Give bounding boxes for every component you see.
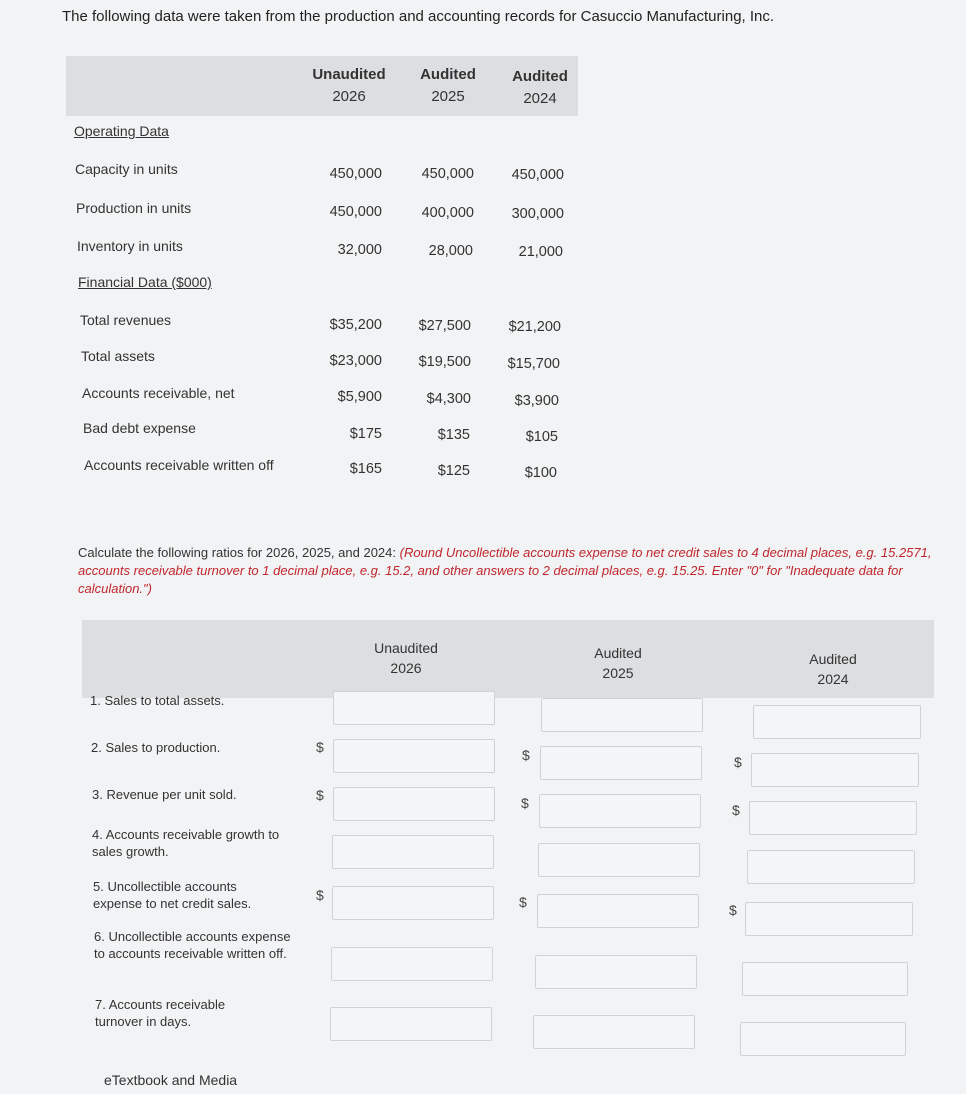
row-value: $23,000 bbox=[329, 353, 382, 369]
row-label: Capacity in units bbox=[75, 161, 178, 177]
row-value: 450,000 bbox=[511, 167, 564, 183]
row-value: $21,200 bbox=[508, 319, 561, 335]
answer-input-q7-2024[interactable] bbox=[740, 1022, 906, 1056]
answer-input-q6-2024[interactable] bbox=[742, 962, 908, 996]
answer-input-q2-2026[interactable] bbox=[333, 739, 495, 773]
answer-input-q6-2026[interactable] bbox=[331, 947, 493, 981]
question-label: 5. Uncollectible accounts expense to net credit sales. bbox=[93, 879, 252, 911]
dollar-sign: $ bbox=[316, 739, 324, 755]
question-label: 2. Sales to production. bbox=[91, 740, 221, 755]
data-table-header bbox=[66, 56, 578, 116]
operating-data-heading: Operating Data bbox=[74, 123, 169, 139]
row-value: $125 bbox=[437, 463, 470, 479]
row-value: $175 bbox=[349, 426, 382, 442]
question-label: 4. Accounts receivable growth to sales growth. bbox=[92, 827, 280, 859]
row-value: $5,900 bbox=[337, 389, 382, 405]
data-col-header-2026: Unaudited 2026 bbox=[312, 66, 386, 105]
answer-input-q7-2025[interactable] bbox=[533, 1015, 695, 1049]
row-value: $100 bbox=[524, 465, 557, 481]
financial-data-heading: Financial Data ($000) bbox=[78, 274, 212, 290]
row-value: $105 bbox=[525, 429, 558, 445]
question-label: 7. Accounts receivable turnover in days. bbox=[95, 997, 226, 1029]
answer-input-q6-2025[interactable] bbox=[535, 955, 697, 989]
row-label: Inventory in units bbox=[77, 238, 183, 254]
row-value: $19,500 bbox=[418, 354, 471, 370]
row-value: 21,000 bbox=[518, 244, 563, 260]
row-value: $135 bbox=[437, 427, 470, 443]
row-value: $4,300 bbox=[426, 391, 471, 407]
row-label: Accounts receivable, net bbox=[82, 385, 235, 401]
dollar-sign: $ bbox=[521, 795, 529, 811]
answer-input-q3-2026[interactable] bbox=[333, 787, 495, 821]
row-label: Bad debt expense bbox=[83, 420, 196, 436]
answer-input-q1-2026[interactable] bbox=[333, 691, 495, 725]
answer-input-q4-2026[interactable] bbox=[332, 835, 494, 869]
answer-col-header-2024: Audited 2024 bbox=[809, 651, 857, 687]
answer-input-q3-2025[interactable] bbox=[539, 794, 701, 828]
row-value: 400,000 bbox=[421, 205, 474, 221]
dollar-sign: $ bbox=[729, 902, 737, 918]
dollar-sign: $ bbox=[316, 887, 324, 903]
row-value: 28,000 bbox=[428, 243, 473, 259]
dollar-sign: $ bbox=[519, 894, 527, 910]
question-label: 1. Sales to total assets. bbox=[90, 693, 225, 708]
row-value: $35,200 bbox=[329, 317, 382, 333]
row-label: Total revenues bbox=[80, 312, 172, 328]
row-value: $165 bbox=[349, 461, 382, 477]
row-value: $15,700 bbox=[507, 356, 560, 372]
answer-input-q3-2024[interactable] bbox=[749, 801, 917, 835]
etextbook-link[interactable]: eTextbook and Media bbox=[104, 1072, 238, 1088]
answer-input-q2-2024[interactable] bbox=[751, 753, 919, 787]
row-label: Total assets bbox=[81, 348, 155, 364]
row-value: 300,000 bbox=[511, 206, 564, 222]
answer-input-q5-2026[interactable] bbox=[332, 886, 494, 920]
answer-col-header-2026: Unaudited 2026 bbox=[374, 640, 438, 676]
dollar-sign: $ bbox=[316, 787, 324, 803]
row-value: $27,500 bbox=[418, 318, 471, 334]
dollar-sign: $ bbox=[522, 747, 530, 763]
question-label: 6. Uncollectible accounts expense to accounts receivable written off. bbox=[94, 929, 291, 961]
row-label: Accounts receivable written off bbox=[84, 457, 274, 473]
answer-input-q2-2025[interactable] bbox=[540, 746, 702, 780]
instructions: Calculate the following ratios for 2026, 2025, and 2024: (Round Uncollectible accounts expense to net credit sales to 4 decimal places, e.g. 15.2571, accounts receivable turnover to 1 decimal place, e.g. 15.2, and other answers to 2 decimal places, e.g. 15.25. Enter "0" for "Inadequate data for calculation.") bbox=[78, 545, 932, 596]
answer-input-q1-2025[interactable] bbox=[541, 698, 703, 732]
dollar-sign: $ bbox=[734, 754, 742, 770]
answer-input-q5-2025[interactable] bbox=[537, 894, 699, 928]
intro-text: The following data were taken from the production and accounting records for Casuccio Manufacturing, Inc. bbox=[62, 8, 775, 25]
row-value: 450,000 bbox=[329, 166, 382, 182]
row-value: 32,000 bbox=[337, 242, 382, 258]
answer-input-q5-2024[interactable] bbox=[745, 902, 913, 936]
answer-input-q4-2025[interactable] bbox=[538, 843, 700, 877]
row-value: $3,900 bbox=[514, 393, 559, 409]
answer-input-q7-2026[interactable] bbox=[330, 1007, 492, 1041]
row-value: 450,000 bbox=[421, 166, 474, 182]
data-col-header-2025: Audited 2025 bbox=[420, 66, 476, 105]
row-value: 450,000 bbox=[329, 204, 382, 220]
answer-col-header-2025: Audited 2025 bbox=[594, 645, 642, 681]
answer-table-header bbox=[82, 620, 934, 698]
question-label: 3. Revenue per unit sold. bbox=[92, 787, 237, 802]
data-col-header-2024: Audited 2024 bbox=[512, 68, 568, 107]
dollar-sign: $ bbox=[732, 802, 740, 818]
answer-input-q4-2024[interactable] bbox=[747, 850, 915, 884]
row-label: Production in units bbox=[76, 200, 192, 216]
answer-input-q1-2024[interactable] bbox=[753, 705, 921, 739]
